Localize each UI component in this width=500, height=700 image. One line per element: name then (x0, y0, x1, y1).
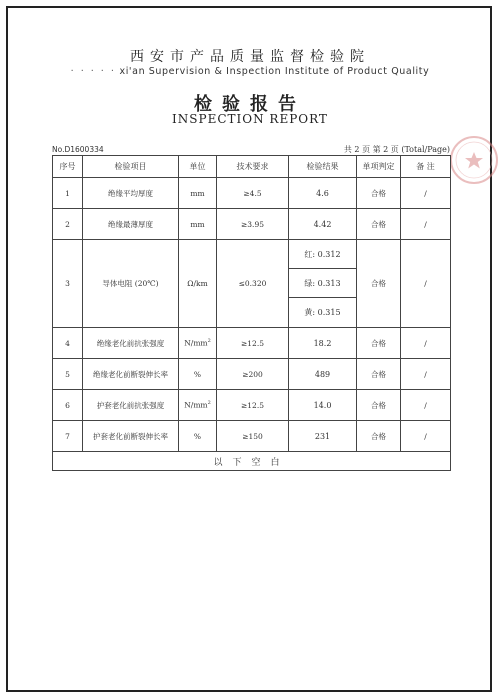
cell-result: 489 (289, 359, 357, 390)
institute-name-en-prefix: · · · · · (70, 66, 116, 77)
cell-unit: mm (179, 178, 217, 209)
cell-no: 3 (53, 240, 83, 328)
table-row (53, 359, 451, 390)
cell-item: 护套老化前断裂伸长率 (83, 421, 179, 452)
institute-name-en-text: xi'an Supervision & Inspection Institute of Product Quality (119, 66, 430, 77)
cell-remark: / (401, 359, 451, 390)
table-row (53, 240, 451, 328)
report-title-cn: 检验报告 (194, 94, 306, 115)
cell-unit: mm (179, 209, 217, 240)
table-row (53, 328, 451, 359)
cell-item: 绝缘老化前断裂伸长率 (83, 359, 179, 390)
col-header-requirement: 技术要求 (217, 156, 289, 178)
col-header-verdict: 单项判定 (357, 156, 401, 178)
cell-remark: / (401, 209, 451, 240)
table-footer-row (53, 452, 451, 471)
table-row (53, 178, 451, 209)
institute-name-cn: 西安市产品质量监督检验院 (130, 49, 370, 65)
cell-no: 2 (53, 209, 83, 240)
table-header-row (53, 156, 451, 178)
cell-remark: / (401, 240, 451, 328)
blank-below-note: 以下空白 (53, 452, 451, 471)
cell-remark: / (401, 178, 451, 209)
report-title-en: INSPECTION REPORT (172, 112, 328, 126)
table-row (53, 421, 451, 452)
cell-verdict: 合格 (357, 359, 401, 390)
cell-verdict: 合格 (357, 178, 401, 209)
col-header-unit: 单位 (179, 156, 217, 178)
cell-unit: % (179, 359, 217, 390)
cell-requirement: ≥4.5 (217, 178, 289, 209)
table-row (53, 209, 451, 240)
page-info: 共 2 页 第 2 页 (Total/Page) (343, 145, 450, 154)
cell-unit (179, 328, 217, 359)
official-stamp-icon (448, 130, 498, 190)
unit-base: N/mm (184, 338, 208, 348)
cell-verdict: 合格 (357, 209, 401, 240)
cell-result: 4.42 (289, 209, 357, 240)
cell-result: 231 (289, 421, 357, 452)
cell-verdict: 合格 (357, 328, 401, 359)
cell-requirement: ≤0.320 (217, 240, 289, 328)
cell-requirement: ≥12.5 (217, 328, 289, 359)
inspection-table (52, 155, 451, 471)
cell-requirement: ≥150 (217, 421, 289, 452)
cell-verdict: 合格 (357, 421, 401, 452)
cell-unit: Ω/km (179, 240, 217, 328)
cell-result: 14.0 (289, 390, 357, 421)
cell-item: 绝缘最薄厚度 (83, 209, 179, 240)
cell-requirement: ≥200 (217, 359, 289, 390)
col-header-result: 检验结果 (289, 156, 357, 178)
unit-superscript: 2 (207, 400, 211, 407)
table-row (53, 390, 451, 421)
cell-no: 7 (53, 421, 83, 452)
cell-verdict: 合格 (357, 240, 401, 328)
cell-item: 绝缘平均厚度 (83, 178, 179, 209)
cell-result-multi (289, 240, 357, 328)
cell-unit (179, 390, 217, 421)
cell-result: 18.2 (289, 328, 357, 359)
cell-remark: / (401, 421, 451, 452)
col-header-item: 检验项目 (83, 156, 179, 178)
result-red: 红: 0.312 (289, 240, 356, 269)
unit-base: N/mm (184, 400, 208, 410)
cell-verdict: 合格 (357, 390, 401, 421)
cell-item: 导体电阻 (20℃) (83, 240, 179, 328)
cell-remark: / (401, 328, 451, 359)
cell-requirement: ≥12.5 (217, 390, 289, 421)
cell-no: 6 (53, 390, 83, 421)
cell-no: 1 (53, 178, 83, 209)
col-header-remark: 备 注 (401, 156, 451, 178)
cell-item: 护套老化前抗张强度 (83, 390, 179, 421)
result-yellow: 黄: 0.315 (304, 308, 341, 317)
cell-result: 4.6 (289, 178, 357, 209)
result-green: 绿: 0.313 (289, 269, 356, 298)
cell-no: 4 (53, 328, 83, 359)
unit-superscript: 2 (207, 338, 211, 345)
cell-item: 绝缘老化前抗张强度 (83, 328, 179, 359)
cell-requirement: ≥3.95 (217, 209, 289, 240)
institute-name-en (0, 66, 500, 77)
cell-remark: / (401, 390, 451, 421)
col-header-no: 序号 (53, 156, 83, 178)
cell-unit: % (179, 421, 217, 452)
report-number: No.D1600334 (52, 145, 104, 154)
cell-no: 5 (53, 359, 83, 390)
